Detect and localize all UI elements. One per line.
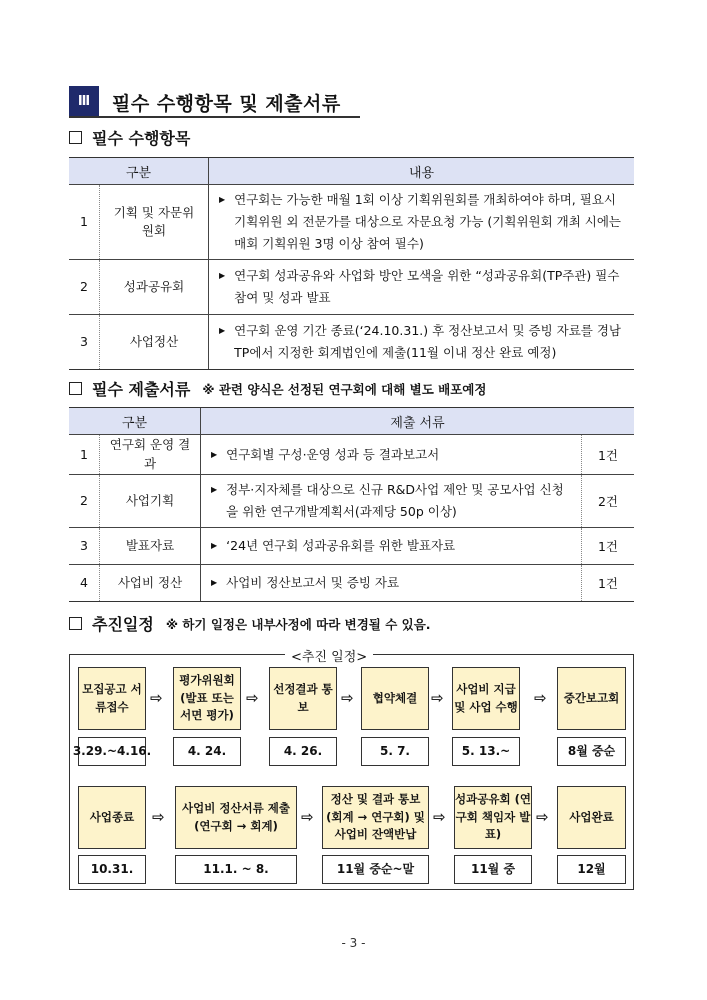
row-category: 성과공유회 <box>100 259 209 314</box>
section-title-rule <box>69 116 360 118</box>
schedule-heading <box>69 612 431 635</box>
bullet-triangle-icon: ▶ <box>211 577 218 587</box>
arrow-right-icon: ⇨ <box>301 808 314 826</box>
row-content <box>209 185 635 260</box>
required-items-table <box>69 157 634 370</box>
section-number-badge: Ⅲ <box>69 86 99 116</box>
schedule-step: 중간보고회 <box>557 667 626 730</box>
column-header: 내용 <box>209 158 635 185</box>
schedule-diagram-caption: <추진 일정> <box>285 646 373 665</box>
schedule-date: 10.31. <box>78 855 146 884</box>
row-content <box>201 527 582 564</box>
checkbox-square-icon <box>69 131 82 144</box>
schedule-step: 사업종료 <box>78 786 146 849</box>
table-row <box>69 259 634 314</box>
table-row <box>69 527 634 564</box>
schedule-date: 5. 13.~ <box>452 737 520 766</box>
row-content-text: ‘24년 연구회 성과공유회를 위한 발표자료 <box>226 537 456 553</box>
required-docs-heading <box>69 377 486 400</box>
arrow-right-icon: ⇨ <box>534 689 547 707</box>
schedule-heading-text: 추진일정 <box>92 615 154 634</box>
arrow-right-icon: ⇨ <box>433 808 446 826</box>
bullet-triangle-icon: ▶ <box>219 195 226 204</box>
row-category: 사업기획 <box>100 475 201 528</box>
schedule-step: 성과공유회 (연구회 책임자 발표) <box>454 786 532 849</box>
row-number: 3 <box>69 314 100 369</box>
required-docs-table <box>69 407 634 602</box>
row-number: 3 <box>69 527 100 564</box>
table-row <box>69 435 634 475</box>
row-number: 1 <box>69 435 100 475</box>
required-docs-heading-text: 필수 제출서류 <box>92 380 191 399</box>
table-row <box>69 475 634 528</box>
bullet-triangle-icon: ▶ <box>219 270 226 280</box>
bullet-triangle-icon: ▶ <box>211 449 218 459</box>
table-header-row <box>69 158 634 185</box>
bullet-triangle-icon: ▶ <box>219 325 226 335</box>
row-count: 1건 <box>582 527 635 564</box>
row-count: 1건 <box>582 435 635 475</box>
column-header: 구분 <box>69 158 209 185</box>
row-content-text: 연구회별 구성·운영 성과 등 결과보고서 <box>226 446 440 462</box>
schedule-date: 11월 중 <box>454 855 532 884</box>
row-category: 기획 및 자문위원회 <box>100 185 209 260</box>
row-content-text: 연구회 운영 기간 종료(‘24.10.31.) 후 정산보고서 및 증빙 자료를 경남TP에서 지정한 회계법인에 제출(11월 이내 정산 완료 예정) <box>234 322 622 360</box>
schedule-step: 평가위원회 (발표 또는 서면 평가) <box>173 667 241 730</box>
schedule-date: 11.1. ~ 8. <box>175 855 297 884</box>
row-category: 사업비 정산 <box>100 564 201 601</box>
schedule-step: 사업비 지급 및 사업 수행 <box>452 667 520 730</box>
row-number: 1 <box>69 185 100 260</box>
row-count: 1건 <box>582 564 635 601</box>
arrow-right-icon: ⇨ <box>150 689 163 707</box>
schedule-step: 사업완료 <box>557 786 626 849</box>
row-content-text: 연구회 성과공유와 사업화 방안 모색을 위한 “성과공유회(TP주관) 필수 참여 및 성과 발표 <box>234 267 620 305</box>
schedule-step: 정산 및 결과 통보 (회계 → 연구회) 및 사업비 잔액반납 <box>322 786 429 849</box>
schedule-step: 협약체결 <box>361 667 429 730</box>
arrow-right-icon: ⇨ <box>152 808 165 826</box>
row-number: 2 <box>69 475 100 528</box>
required-docs-note: ※ 관련 양식은 선정된 연구회에 대해 별도 배포예정 <box>202 381 487 397</box>
row-content <box>201 564 582 601</box>
row-number: 2 <box>69 259 100 314</box>
row-content <box>209 259 635 314</box>
table-row <box>69 314 634 369</box>
checkbox-square-icon <box>69 617 82 630</box>
arrow-right-icon: ⇨ <box>246 689 259 707</box>
column-header: 제출 서류 <box>201 408 635 435</box>
page-number: - 3 - <box>341 936 366 950</box>
schedule-step: 선정결과 통보 <box>269 667 337 730</box>
schedule-date: 4. 24. <box>173 737 241 766</box>
row-content <box>201 475 582 528</box>
row-content-text: 정부·지자체를 대상으로 신규 R&D사업 제안 및 공모사업 신청을 위한 연구개발계획서(과제당 50p 이상) <box>226 482 564 519</box>
row-content-text: 사업비 정산보고서 및 증빙 자료 <box>226 574 400 590</box>
schedule-date: 5. 7. <box>361 737 429 766</box>
schedule-step: 모집공고 서류접수 <box>78 667 146 730</box>
schedule-date: 8월 중순 <box>557 737 626 766</box>
row-count: 2건 <box>582 475 635 528</box>
required-items-heading <box>69 126 190 149</box>
arrow-right-icon: ⇨ <box>536 808 549 826</box>
arrow-right-icon: ⇨ <box>431 689 444 707</box>
table-row <box>69 185 634 260</box>
row-number: 4 <box>69 564 100 601</box>
row-category: 발표자료 <box>100 527 201 564</box>
table-header-row <box>69 408 634 435</box>
schedule-date: 11월 중순~말 <box>322 855 429 884</box>
table-row <box>69 564 634 601</box>
section-title: 필수 수행항목 및 제출서류 <box>112 93 341 115</box>
bullet-triangle-icon: ▶ <box>211 540 218 550</box>
schedule-step: 사업비 정산서류 제출 (연구회 → 회계) <box>175 786 297 849</box>
schedule-date: 12월 <box>557 855 626 884</box>
column-header: 구분 <box>69 408 201 435</box>
row-category: 사업정산 <box>100 314 209 369</box>
row-content <box>201 435 582 475</box>
row-content-text: 연구회는 가능한 매월 1회 이상 기획위원회를 개최하여야 하며, 필요시 기획위원 외 전문가를 대상으로 자문요청 가능 (기획위원회 개최 시에는 매회 기획위원 3명 이상 참여 필수) <box>234 192 621 251</box>
schedule-date: 4. 26. <box>269 737 337 766</box>
checkbox-square-icon <box>69 382 82 395</box>
schedule-note: ※ 하기 일정은 내부사정에 따라 변경될 수 있음. <box>165 616 431 632</box>
bullet-triangle-icon: ▶ <box>211 485 218 494</box>
arrow-right-icon: ⇨ <box>341 689 354 707</box>
required-items-heading-text: 필수 수행항목 <box>92 129 191 148</box>
schedule-date: 3.29.~4.16. <box>78 737 146 766</box>
row-category: 연구회 운영 결과 <box>100 435 201 475</box>
row-content <box>209 314 635 369</box>
